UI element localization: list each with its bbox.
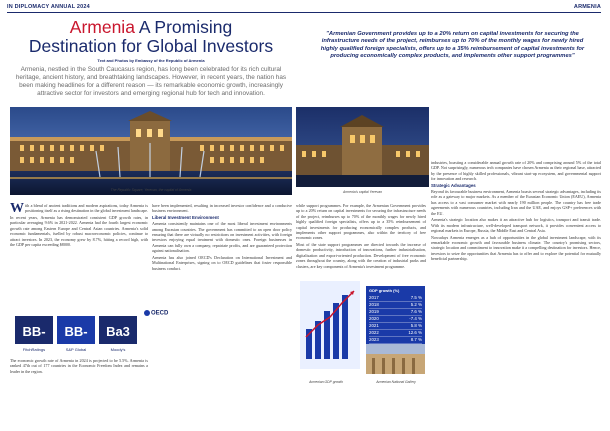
header-divider [7, 12, 601, 13]
rating-sp: BB- [64, 324, 88, 339]
gdp-bar-graphic [300, 281, 360, 369]
col4-p1: industries, boasting a considerable annual growth rate of 20% and comprising around 5% of the total GDP. Not surprisingly, numerous tech companies have chosen Armenia as their regional base, attracted by the presence of highly skilled professionals, vibrant start-up ecosystem, and governmental support for innovation and research. [431, 160, 601, 182]
table-row: 2021 5.8 % [369, 323, 422, 328]
byline: Text and Photos by Embassy of the Republic of Armenia [97, 58, 205, 63]
rating-label-fitch: FitchRatings [22, 347, 46, 352]
header-right: ARMENIA [573, 4, 601, 10]
dropcap: W [10, 201, 24, 216]
column-4 [431, 160, 601, 263]
intro-paragraph: Armenia, nestled in the South Caucasus region, has long been celebrated for its rich cultural heritage, ancient history, and breathtaking landscapes. However, in recent years, the nation has been making headlines for a different reason — its remarkable economic growth, increasingly attractive sector for investors and emerging regional hub for tech and innovation. [15, 66, 287, 97]
oecd-logo-text: OECD [151, 310, 169, 317]
title-line2: Destination for Global Investors [28, 36, 274, 56]
column-3 [296, 203, 426, 270]
col1-p2: In recent years, Armenia has demonstrated consistent GDP growth rates, in particular averaging 9.6% in 2021-2022. Armenia had the fourth largest economic growth rate among Eastern Europe and Central Asian countries. Armenia's solid economic fundamentals, fuelled by robust macroeconomic policies, continue to attract investors. In 2023, the economy grew by 8.7%, hitting a record high, with the GDP per capita exceeding $8000. [10, 215, 148, 248]
column-1-lower [10, 358, 148, 375]
column-1 [10, 203, 148, 249]
photo-national-gallery [366, 344, 425, 374]
pull-quote: "Armenian Government provides up to a 20% return on capital investments for securing the infrastructure needs of the project, reimburses up to 70% of the monthly wages for newly hired highly qualified foreign specialists, offers up to a 35% reimbursement of capital investments for producing economically complex products, and implements other support programmes" [320, 31, 585, 59]
col3-p1: while support programmes. For example, the Armenian Government provides up to a 20% return on capital investments for securing the infrastructure needs of the project, reimburses up to 70% of the monthly wages for newly hired highly qualified foreign specialists, offers up to a 35% reimbursement of capital investments for producing economically complex products, and implements other support programmes, also within the territory of free economic zones. [296, 203, 426, 241]
caption-main-photo: The Republic Square, Yerevan, the capital of Armenia [110, 188, 192, 192]
table-row: 2018 5.2 % [369, 302, 422, 307]
oecd-logo-icon [144, 310, 150, 316]
col4-p4: Nowadays Armenia emerges as a hub of opportunities in the global investment landscape, with its remarkable economic growth and favourable business climate. The country's promising sectors, strategic location and commitment to innovation make it a compelling destination for investors. Hence, investors to seize the opportunities that Armenia has to offer and to explore the potential for mutually beneficial partnership. [431, 234, 601, 262]
rating-fitch: BB- [22, 324, 46, 339]
table-row: 2017 7.5 % [369, 295, 422, 300]
col2-p2: have been implemented, resulting in increased investor confidence and a conducive business environment. [152, 203, 292, 214]
column-2 [152, 203, 292, 272]
col4-p3: Armenia's strategic location also makes it an attractive hub for logistics, transport and transit trade. With its modern infrastructure, well-developed transport network, it provides convenient access to regional markets in Europe, Russia, the Middle East and Central Asia. [431, 217, 601, 233]
table-row: 2019 7.6 % [369, 309, 422, 314]
photo-yerevan [296, 107, 429, 187]
col4-p2: Beyond its favourable business environment, Armenia boasts several strategic advantages, including its role as a gateway to major markets. As a member of the Eurasian Economic Union (EAEU), Armenia has access to a vast consumer market with nearly 190 million people. The country has free trade agreements with numerous countries, including Iran and the UAE, and enjoys GSP+ preferences with the EU. [431, 188, 601, 216]
col2-p3: Armenia consistently maintains one of the most liberal investment environments among Eurasian countries. The government has committed to an open door policy ensuring that there are virtually no restrictions on investment activities, with foreign investors enjoying equal treatment with domestic ones. Foreign businesses in Armenia can fully own a company, repatriate profits, and are guaranteed protection against nationalisation. [152, 221, 292, 254]
table-row: 2023 8.7 % [369, 337, 422, 342]
caption-right-photo: Armenia's capital Yerevan [342, 190, 383, 194]
rating-label-moodys: Moody's [110, 347, 126, 352]
title-line1-rest: A Promising [134, 17, 233, 37]
col2-p4: Armenia has also joined OECD's Declaration on International Investment and Multinational Enterprises, signing on to OECD guidelines that foster responsible business conduct. [152, 254, 292, 271]
credit-ratings-graphic [13, 300, 139, 356]
heading-liberal-investment: Liberal Investment Environment [152, 215, 219, 221]
col1-p1: ith a blend of ancient traditions and modern aspirations, today Armenia is positioning itself as a rising destination in the global investment landscape. [25, 203, 148, 214]
col1-p3: The economic growth rate of Armenia in 2024 is projected to be 5.5%. Armenia is ranked 47th out of 177 countries in the Economic Freedom Index and remains a leader in the region. [10, 358, 148, 374]
page-title [10, 18, 292, 56]
caption-bottom-left: Armenian GDP growth [309, 380, 343, 384]
title-accent: Armenia [69, 17, 135, 37]
oecd-logo [144, 310, 168, 317]
header-left: IN DIPLOMACY ANNUAL 2024 [7, 4, 90, 10]
caption-bottom-right: Armenian National Gallery [376, 380, 416, 384]
col3-p2: Most of the state support programmes are directed towards the increase of domestic productivity, introduction of innovations, further industrialisation, digitalisation and export-oriented production. Development of free economic zones throughout the country, along with the creation of industrial parks and clusters, are key components of Armenia's investment programme. [296, 242, 426, 269]
gdp-growth-table [366, 286, 425, 344]
heading-strategic-advantages: Strategic Advantages [431, 183, 476, 189]
table-row: 2022 12.6 % [369, 330, 422, 335]
gdp-table-title: GDP growth (%) [369, 288, 400, 293]
rating-label-sp: S&P Global [65, 347, 87, 352]
photo-republic-square [10, 107, 292, 195]
table-row: 2020 -7.4 % [369, 316, 422, 321]
rating-moodys: Ba3 [106, 324, 130, 339]
